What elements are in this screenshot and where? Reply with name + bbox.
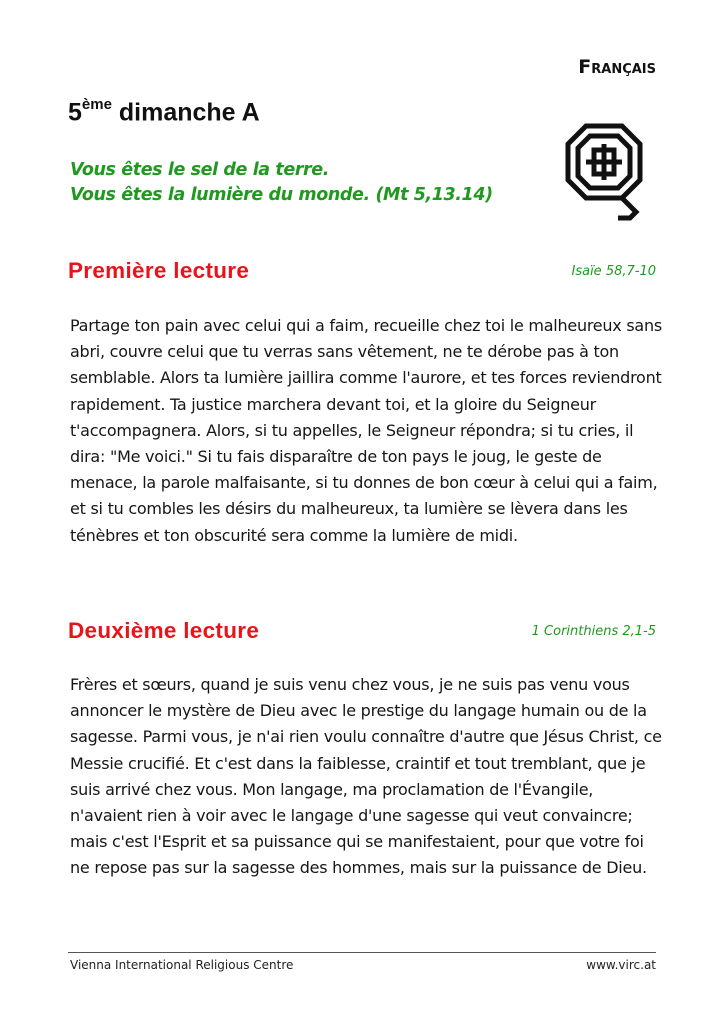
title-text: dimanche A [118, 98, 260, 127]
first-reading-reference: Isaïe 58,7-10 [571, 264, 656, 279]
first-reading-header [68, 258, 656, 288]
second-reading-reference: 1 Corinthiens 2,1-5 [531, 624, 656, 639]
second-reading-heading: Deuxième lecture [68, 618, 260, 643]
footer-divider [68, 952, 656, 953]
first-reading-text: Partage ton pain avec celui qui a faim, recueille chez toi le malheureux sans abri, couvre celui que tu verras sans vêtement, ne te dérobe pas à ton semblable. Alors ta lumière jaillira comme l'aurore, et tes forces reviendront rapidement. Ta justice marchera devant toi, et la gloire du Seigneur t'accompagnera. Alors, si tu appelles, le Seigneur répondra; si tu cries, il dira: "Me voici." Si tu fais disparaître de ton pays le joug, le geste de menace, la parole malfaisante, si tu donnes de bon cœur à celui qui a faim, et si tu combles les désirs du malheureux, ta lumière se lèvera dans les ténèbres et ton obscurité sera comme la lumière de midi. [70, 316, 662, 545]
footer-organization: Vienna International Religious Centre [70, 958, 294, 972]
quote-line-2: Vous êtes la lumière du monde. (Mt 5,13.14) [70, 185, 493, 205]
language-label: Français [578, 56, 656, 78]
title-number: 5 [68, 98, 82, 127]
page-title [68, 98, 260, 127]
quote-line-1: Vous êtes le sel de la terre. [70, 160, 330, 180]
virc-emblem-icon [564, 120, 646, 222]
gospel-quote [70, 158, 493, 208]
second-reading-header [68, 618, 656, 648]
title-superscript: ème [81, 96, 112, 113]
second-reading-text: Frères et sœurs, quand je suis venu chez vous, je ne suis pas venu vous annoncer le mystère de Dieu avec le prestige du langage humain ou de la sagesse. Parmi vous, je n'ai rien voulu connaître d'autre que Jésus Christ, ce Messie crucifié. Et c'est dans la faiblesse, craintif et tout tremblant, que je suis arrivé chez vous. Mon langage, ma proclamation de l'Évangile, n'avaient rien à voir avec le langage d'une sagesse qui veut convaincre; mais c'est l'Esprit et sa puissance qui se manifestaient, pour que votre foi ne repose pas sur la sagesse des hommes, mais sur la puissance de Dieu. [70, 675, 662, 878]
first-reading-heading: Première lecture [68, 258, 250, 283]
footer-website: www.virc.at [586, 958, 656, 972]
